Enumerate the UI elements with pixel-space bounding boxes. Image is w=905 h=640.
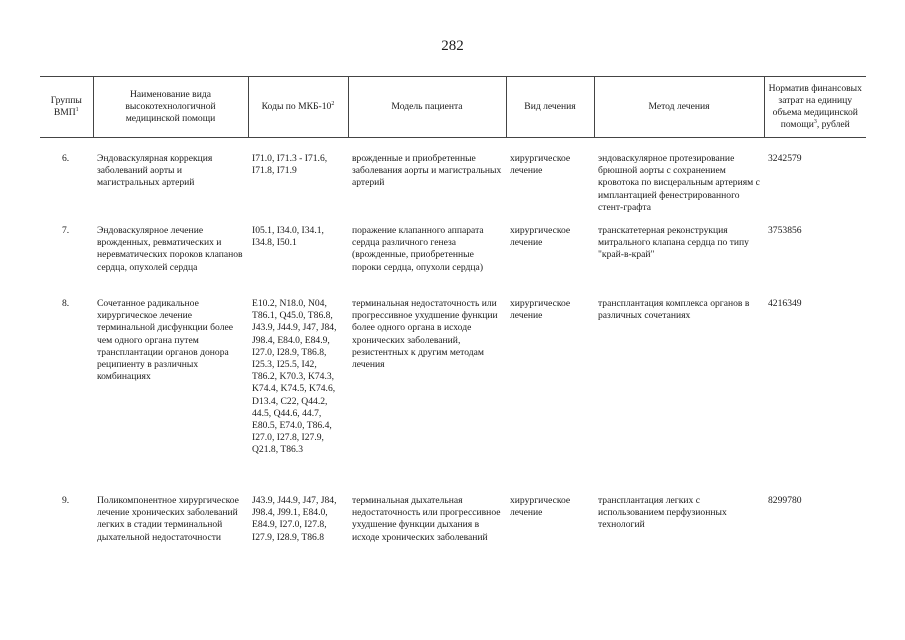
table-row <box>40 289 866 486</box>
row-number: 7. <box>62 225 70 237</box>
row-model: врожденные и приобретенные заболевания аорты и магистральных артерий <box>352 153 502 189</box>
row-method: трансплантация комплекса органов в различных сочетаниях <box>598 298 750 322</box>
row-type: хирургическое лечение <box>510 495 571 519</box>
table-row <box>40 486 866 544</box>
row-number: 6. <box>62 153 70 164</box>
row-name: Поликомпонентное хирургическое лечение хронических заболеваний легких в стадии терминальной дыхательной недостаточности <box>97 495 239 543</box>
row-codes: E10.2, N18.0, N04, T86.1, Q45.0, T86.8, J43.9, J44.9, J47, J84, J98.4, E84.0, E84.9, I27.0, I28.9, T86.8, I25.3, I25.5, I42, T86.2, K70.3, K74.3, K74.4, K74.5, K74.6, D13.4, C22, Q44.2, 44.5, Q44.6, 44.7, E80.5, E74.0, T86.4, I27.0, I27.8, I27.9, Q21.8, T86.3 <box>252 298 337 456</box>
header-type: Вид лечения <box>506 77 594 138</box>
row-norm: 4216349 <box>768 298 802 310</box>
row-codes: J43.9, J44.9, J47, J84, J98.4, J99.1, E84.0, E84.9, I27.0, I27.8, I27.9, I28.9, T86.8 <box>252 495 337 543</box>
header-method: Метод лечения <box>594 77 764 138</box>
row-type: хирургическое лечение <box>510 298 571 322</box>
vmp-table <box>40 76 866 544</box>
row-type: хирургическое лечение <box>510 225 571 249</box>
table-row <box>40 214 866 289</box>
row-norm: 3753856 <box>768 225 802 237</box>
row-name: Эндоваскулярное лечение врожденных, ревматических и неревматических пороков клапанов сердца, опухолей сердца <box>97 225 243 273</box>
row-name: Эндоваскулярная коррекция заболеваний аорты и магистральных артерий <box>97 153 213 189</box>
row-method: транскатетерная реконструкция митрального клапана сердца по типу "край-в-край" <box>598 225 749 261</box>
table-row <box>40 138 866 215</box>
row-method: трансплантация легких с использованием перфузионных технологий <box>598 495 727 531</box>
row-model: терминальная недостаточность или прогрессивное ухудшение функции более одного органа в исходе хронических заболеваний, резистентных к другим методам лечения <box>352 298 498 371</box>
row-number: 8. <box>62 298 70 310</box>
row-number: 9. <box>62 495 70 507</box>
row-norm: 8299780 <box>768 495 802 507</box>
row-method: эндоваскулярное протезирование брюшной аорты с сохранением кровотока по висцеральным артериям с имплантацией фенестрированного стент-графта <box>598 153 760 213</box>
table-header-row <box>40 77 866 138</box>
header-name: Наименование вида высокотехнологичной медицинской помощи <box>93 77 248 138</box>
header-model: Модель пациента <box>348 77 506 138</box>
row-codes: I05.1, I34.0, I34.1, I34.8, I50.1 <box>252 225 324 249</box>
row-name: Сочетанное радикальное хирургическое лечение терминальной дисфункции более чем одного органа путем трансплантации органов донора реципиенту в различных комбинациях <box>97 298 234 383</box>
header-group: Группы ВМП$^1$ <box>40 77 93 138</box>
header-codes: Коды по МКБ-$10^2$ <box>248 77 348 138</box>
row-model: терминальная дыхательная недостаточность или прогрессивное ухудшение функции дыхания в исходе хронических заболеваний <box>352 495 501 543</box>
row-model: поражение клапанного аппарата сердца различного генеза (врожденные, приобретенные пороки сердца, опухоли сердца) <box>352 225 484 273</box>
page-number: 282 <box>441 38 464 54</box>
row-type: хирургическое лечение <box>510 153 571 177</box>
header-norm: Норматив финансовых затрат на единицу объема медицинской помощи$^3$, рублей <box>764 77 866 138</box>
row-norm: 3242579 <box>768 153 802 164</box>
row-codes: I71.0, I71.3 - I71.6, I71.8, I71.9 <box>252 153 328 177</box>
